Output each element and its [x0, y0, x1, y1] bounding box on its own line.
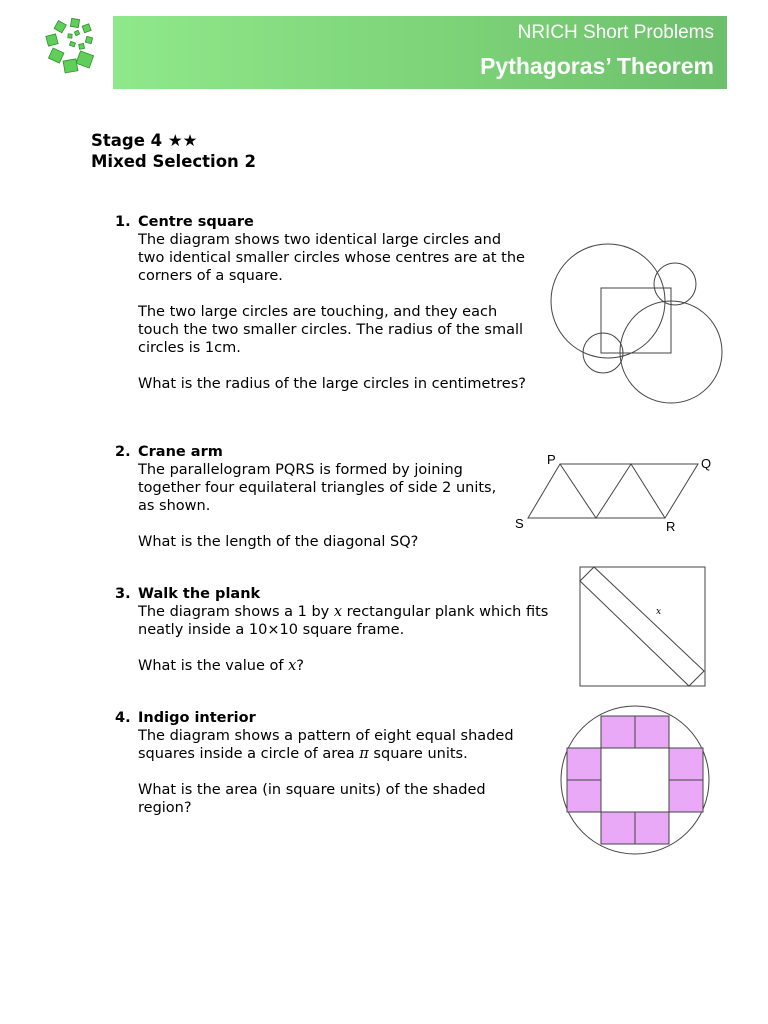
problem-text: The parallelogram PQRS is formed by joining together four equilateral triangles of side 2 units, as shown.	[138, 462, 497, 514]
stage-label: Stage 4 ★★	[91, 131, 198, 150]
problem-text: The diagram shows two identical large circles and two identical smaller circles whose centres are at the corners of a square.	[138, 232, 525, 284]
shaded-square	[567, 748, 601, 780]
centre-square	[601, 288, 671, 353]
vertex-label-q: Q	[701, 456, 712, 471]
problem-number: 1.	[115, 214, 131, 230]
problem-3	[115, 585, 549, 675]
vertex-label-p: P	[547, 452, 556, 467]
problem-text: The diagram shows a 1 by x rectangular plank which fits neatly inside a 10×10 square frame.	[138, 604, 549, 638]
vertex-label-s: S	[515, 516, 524, 531]
problem-2	[115, 443, 545, 551]
problem-number: 3.	[115, 586, 131, 602]
header-banner	[113, 16, 727, 89]
walk-the-plank-diagram	[578, 565, 708, 689]
topic-title: Pythagoras’ Theorem	[480, 53, 714, 79]
plank-length-label: x	[656, 607, 662, 617]
math-variable: x	[288, 658, 297, 674]
problem-title: Indigo interior	[138, 710, 256, 726]
problem-text: What is the value of x?	[138, 658, 304, 674]
math-variable: π	[359, 746, 369, 762]
problem-1	[115, 213, 545, 393]
problem-text: What is the area (in square units) of the shaded region?	[138, 782, 486, 816]
shaded-square	[601, 716, 635, 748]
indigo-interior-diagram	[556, 707, 716, 853]
vertex-label-r: R	[666, 519, 676, 534]
shaded-square	[635, 716, 669, 748]
page-heading	[91, 130, 256, 172]
nrich-spiral-logo	[42, 16, 108, 82]
shaded-square	[601, 812, 635, 844]
centre-square-diagram	[545, 236, 735, 406]
series-title: NRICH Short Problems	[517, 22, 714, 43]
problem-number: 2.	[115, 444, 131, 460]
problem-text: What is the length of the diagonal SQ?	[138, 534, 419, 550]
problem-4	[115, 709, 545, 817]
problem-text: The diagram shows a pattern of eight equal shaded squares inside a circle of area π square units.	[138, 728, 514, 762]
small-circle-top-right	[654, 263, 696, 305]
large-circle-top-left	[551, 244, 665, 358]
plank	[580, 567, 704, 686]
problem-text: The two large circles are touching, and they each touch the two smaller circles. The radius of the small circles is 1cm.	[138, 304, 524, 356]
math-variable: x	[333, 604, 343, 620]
problem-title: Walk the plank	[138, 586, 261, 602]
shaded-square	[669, 780, 703, 812]
problem-text: What is the radius of the large circles in centimetres?	[138, 376, 526, 392]
square-frame	[580, 567, 705, 686]
shaded-square	[669, 748, 703, 780]
problem-title: Centre square	[138, 214, 254, 230]
shaded-square	[635, 812, 669, 844]
problem-title: Crane arm	[138, 444, 223, 460]
triangle-edges	[560, 464, 665, 518]
selection-label: Mixed Selection 2	[91, 152, 257, 171]
shaded-square	[567, 780, 601, 812]
crane-arm-diagram	[510, 448, 720, 536]
problem-number: 4.	[115, 710, 131, 726]
